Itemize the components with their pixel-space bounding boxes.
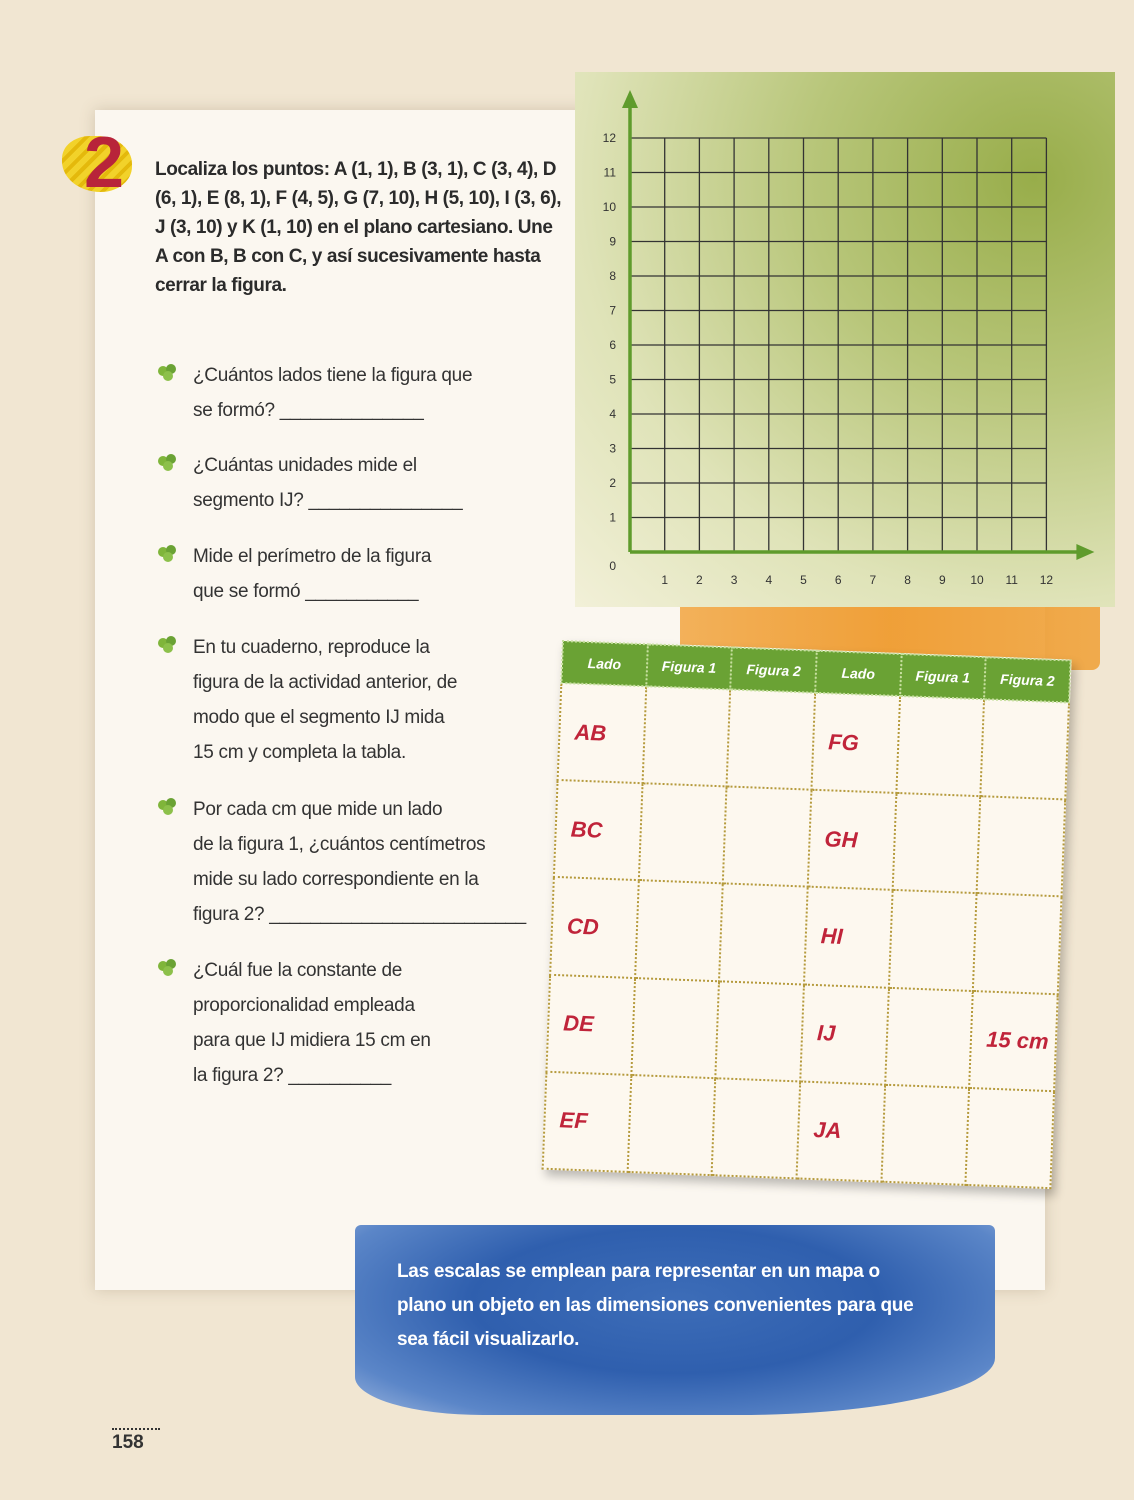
header-lado: Lado: [815, 651, 901, 696]
y-tick-label: 3: [609, 441, 616, 456]
x-tick-label: 9: [938, 573, 946, 587]
exercise-instruction: Localiza los puntos: A (1, 1), B (3, 1), C (3, 4), D (6, 1), E (8, 1), F (4, 5), G (7, 10), H (5, 10), I (3, 6), J (3, 10) y K (1, 10) en el plano cartesiano. Une A con B, B con C, y así sucesivamente hasta cerrar la figura.: [155, 159, 562, 296]
answer-cell[interactable]: [716, 981, 804, 1081]
info-note-text: Las escalas se emplean para representar en un mapa o plano un objeto en las dimensiones convenientes para que sea fácil visualizarlo.: [397, 1261, 914, 1350]
x-tick-label: 6: [834, 573, 842, 587]
cartesian-plane: [575, 72, 1115, 607]
answer-cell[interactable]: [635, 880, 723, 980]
x-tick-label: 4: [765, 573, 773, 587]
answer-cell[interactable]: [719, 884, 807, 984]
y-tick-label: 5: [609, 372, 616, 387]
x-tick-label: 5: [800, 573, 807, 587]
answer-cell[interactable]: [889, 890, 977, 990]
y-tick-label: 11: [603, 165, 616, 180]
answer-cell[interactable]: [712, 1078, 800, 1178]
question-2: [155, 448, 550, 518]
table-row: [543, 1071, 1054, 1188]
exercise-number: 2: [84, 123, 125, 203]
y-tick-label: 12: [602, 131, 616, 145]
answer-cell[interactable]: [892, 793, 980, 893]
question-1: [155, 358, 550, 428]
leaf-bullet-icon: [155, 542, 181, 566]
answer-cell[interactable]: [966, 1088, 1054, 1188]
x-tick-label: 10: [970, 573, 984, 587]
y-tick-label: 8: [609, 269, 616, 283]
side-label: AB: [558, 683, 646, 783]
y-tick-label: 10: [602, 200, 616, 214]
info-note: [355, 1225, 995, 1415]
side-label: HI: [804, 887, 892, 987]
answer-cell[interactable]: 15 cm: [969, 991, 1057, 1091]
question-text: Por cada cm que mide un lado de la figura 1, ¿cuántos centímetros mide su lado correspondiente en la figura 2? _________________________: [193, 799, 526, 925]
header-figura-2: Figura 2: [984, 657, 1070, 702]
origin-label: 0: [609, 559, 616, 573]
side-label: IJ: [800, 984, 888, 1084]
side-length-table: [542, 640, 1072, 1189]
x-tick-label: 11: [1005, 573, 1018, 587]
question-text: ¿Cuál fue la constante de proporcionalidad empleada para que IJ midiera 15 cm en la figura 2? __________: [193, 960, 431, 1086]
x-tick-label: 2: [696, 573, 703, 587]
question-5: [155, 792, 550, 932]
header-figura-2: Figura 2: [731, 648, 817, 693]
question-4: [155, 630, 550, 770]
leaf-bullet-icon: [155, 956, 181, 980]
leaf-bullet-icon: [155, 361, 181, 385]
answer-cell[interactable]: [642, 686, 730, 786]
y-tick-label: 2: [609, 476, 616, 490]
x-tick-label: 8: [904, 573, 911, 587]
answer-cell[interactable]: [977, 796, 1065, 896]
side-label: GH: [808, 790, 896, 890]
y-tick-label: 7: [609, 303, 616, 318]
question-text: ¿Cuántos lados tiene la figura que se formó? ______________: [193, 365, 473, 421]
header-figura-1: Figura 1: [646, 644, 732, 689]
answer-cell[interactable]: [885, 987, 973, 1087]
side-label: DE: [546, 974, 634, 1074]
side-length-table-card: [542, 640, 1072, 1189]
answer-cell[interactable]: [723, 787, 811, 887]
side-label: EF: [543, 1071, 631, 1171]
y-tick-label: 1: [609, 510, 616, 525]
header-figura-1: Figura 1: [900, 654, 986, 699]
question-6: [155, 953, 550, 1093]
question-3: [155, 539, 550, 609]
leaf-bullet-icon: [155, 795, 181, 819]
leaf-bullet-icon: [155, 451, 181, 475]
x-tick-label: 12: [1039, 573, 1054, 587]
y-tick-label: 9: [609, 234, 616, 249]
exercise-badge: [62, 122, 152, 202]
y-tick-label: 6: [609, 338, 616, 352]
x-axis-arrow-icon: [1076, 544, 1094, 560]
side-label: CD: [550, 877, 638, 977]
side-label: JA: [796, 1081, 884, 1181]
leaf-bullet-icon: [155, 633, 181, 657]
answer-cell[interactable]: [896, 696, 984, 796]
side-label: FG: [811, 693, 899, 793]
side-label: BC: [554, 780, 642, 880]
cartesian-plane-panel: [575, 72, 1115, 607]
question-text: ¿Cuántas unidades mide el segmento IJ? _______________: [193, 455, 463, 511]
page-number: 158: [112, 1428, 160, 1454]
question-text: En tu cuaderno, reproduce la figura de la actividad anterior, de modo que el segmento IJ mida 15 cm y completa la tabla.: [193, 637, 458, 763]
x-tick-label: 3: [730, 573, 738, 587]
question-text: Mide el perímetro de la figura que se formó ___________: [193, 546, 432, 602]
answer-cell[interactable]: [881, 1084, 969, 1184]
answer-cell[interactable]: [638, 783, 726, 883]
header-lado: Lado: [561, 641, 647, 686]
answer-cell[interactable]: [631, 978, 719, 1078]
answer-cell[interactable]: [727, 690, 815, 790]
y-axis-arrow-icon: [622, 90, 638, 108]
answer-cell[interactable]: [973, 893, 1061, 993]
x-tick-label: 1: [661, 573, 669, 587]
answer-cell[interactable]: [627, 1075, 715, 1175]
y-tick-label: 4: [609, 407, 616, 421]
x-tick-label: 7: [869, 573, 877, 587]
answer-cell[interactable]: [981, 699, 1069, 799]
